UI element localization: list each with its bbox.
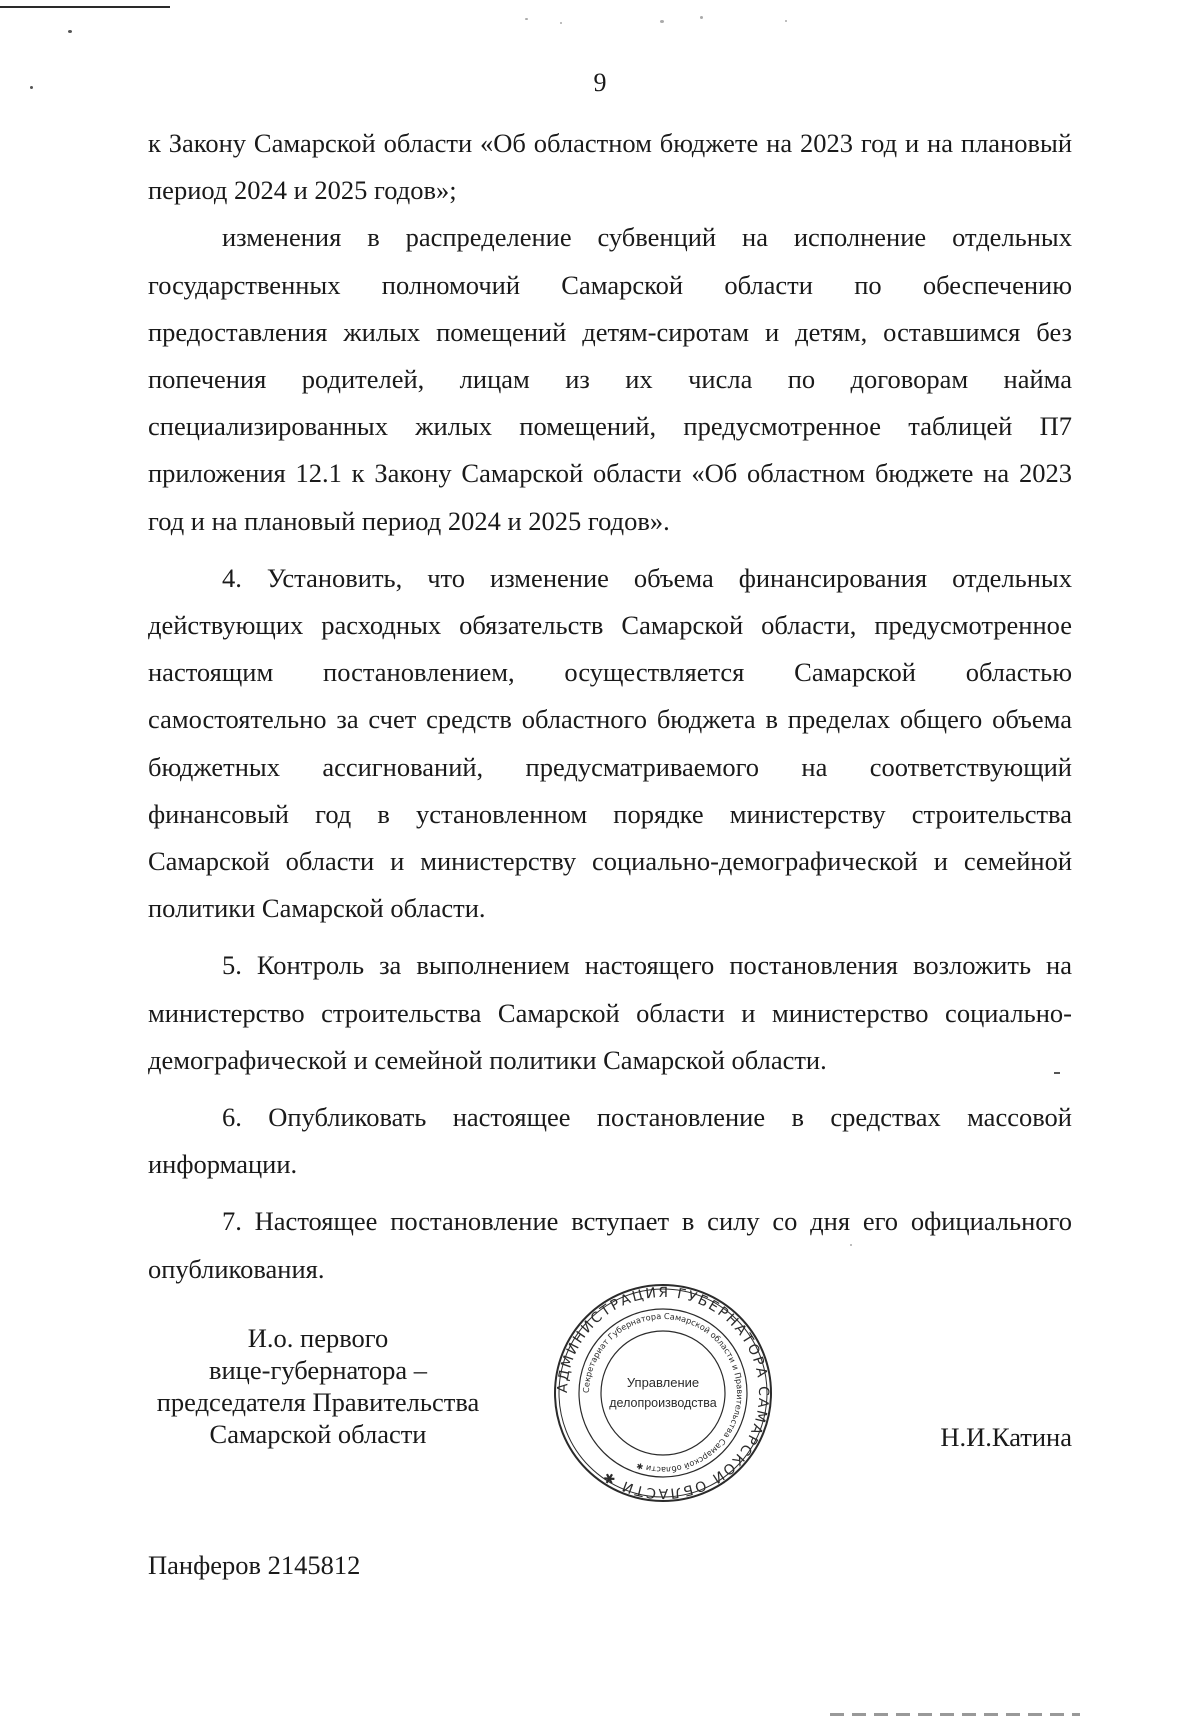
executor-contact: Панферов 2145812 bbox=[148, 1550, 361, 1580]
signatory-title-line: вице-губернатора – bbox=[208, 1355, 427, 1385]
paragraph-item-5: 5. Контроль за выполнением настоящего постановления возложить на министерство строительства Самарской области и министерство социально-демографической и семейной политики Самарской области. bbox=[148, 950, 1072, 1075]
seal-inner-ring bbox=[601, 1331, 725, 1455]
seal-outer-text: АДМИНИСТРАЦИЯ ГУБЕРНАТОРА САМАРСКОЙ ОБЛАСТИ ✱ bbox=[554, 1284, 772, 1502]
paragraph: изменения в распределение субвенций на исполнение отдельных государственных полномочий Самарской области по обеспечению предоставления жилых помещений детям-сиротам и детям, оставшимся без попечения родителей, лицам из их числа по договорам найма специализированных жилых помещений, предусмотренное таблицей П7 приложения 12.1 к Закону Самарской области «Об областном бюджете на 2023 год и на плановый период 2024 и 2025 годов». bbox=[148, 222, 1072, 536]
paragraph-item-6: 6. Опубликовать настоящее постановление в средствах массовой информации. bbox=[148, 1102, 1072, 1180]
page-number: 9 bbox=[593, 68, 607, 97]
seal-center-line1: Управление bbox=[626, 1375, 700, 1390]
scan-speck bbox=[560, 22, 562, 24]
signatory-title-line: председателя Правительства bbox=[156, 1387, 480, 1417]
scan-speck bbox=[525, 18, 528, 20]
scan-speck bbox=[68, 30, 72, 33]
seal-center-line2: делопроизводства bbox=[609, 1396, 717, 1410]
signatory-title bbox=[148, 1322, 488, 1450]
official-seal bbox=[553, 1283, 773, 1503]
signatory-title-line: И.о. первого bbox=[247, 1323, 389, 1353]
signer-name: Н.И.Катина bbox=[940, 1422, 1072, 1452]
scan-artifact-line bbox=[0, 6, 170, 8]
seal-middle-ring bbox=[579, 1309, 747, 1477]
scan-speck bbox=[785, 20, 787, 22]
paragraph: к Закону Самарской области «Об областном бюджете на 2023 год и на плановый период 2024 и 2025 годов»; bbox=[148, 128, 1072, 206]
scan-artifact-bottom bbox=[830, 1713, 1080, 1716]
paragraph-item-7: 7. Настоящее постановление вступает в силу со дня его официального опубликования. bbox=[148, 1206, 1072, 1284]
scan-speck bbox=[660, 20, 664, 23]
paragraph-item-4: 4. Установить, что изменение объема финансирования отдельных действующих расходных обязательств Самарской области, предусмотренное настоящим постановлением, осуществляется Самарской областью самостоятельно за счет средств областного бюджета в пределах общего объема бюджетных ассигнований, предусматриваемого на соответствующий финансовый год в установленном порядке министерству строительства Самарской области и министерству социально-демографической и семейной политики Самарской области. bbox=[148, 562, 1072, 924]
seal-inner-text: Секретариат Губернатора Самарской области и Правительства Самарской области ✱ bbox=[580, 1310, 746, 1476]
document-body bbox=[148, 120, 1072, 1293]
scan-speck bbox=[700, 16, 703, 19]
signatory-title-line: Самарской области bbox=[209, 1419, 427, 1449]
